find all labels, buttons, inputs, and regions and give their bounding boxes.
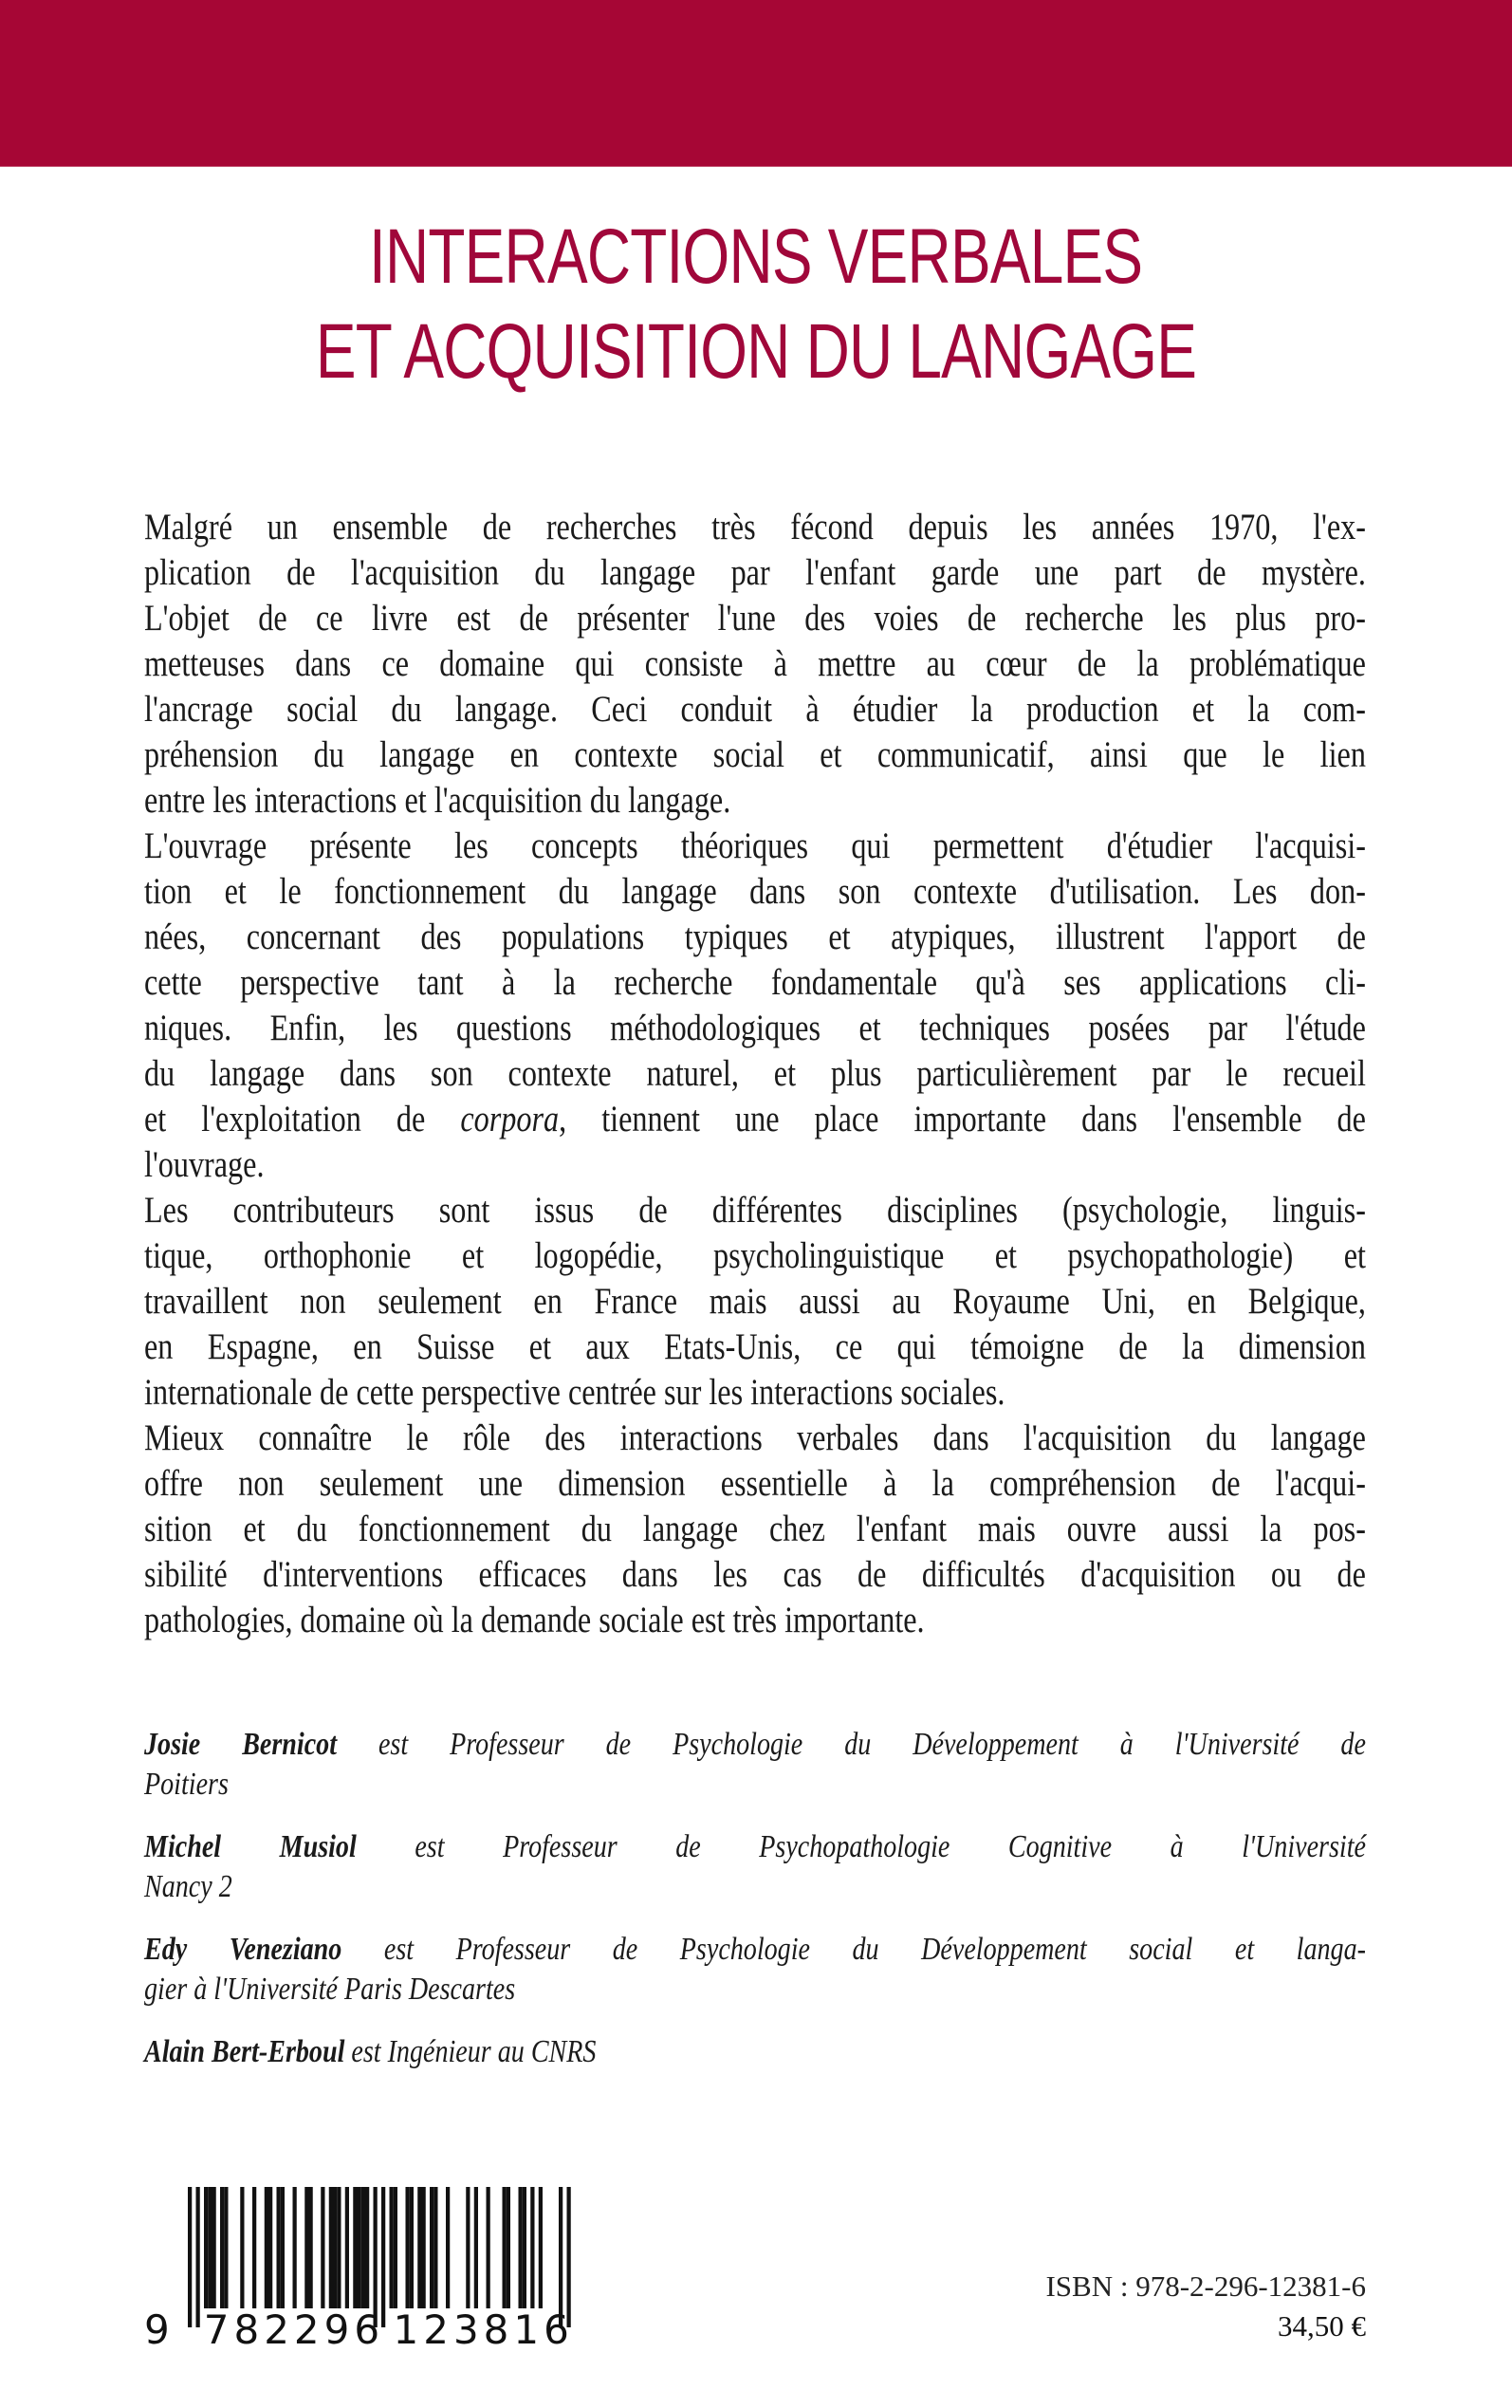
blurb-line (144, 1097, 1366, 1142)
author-bios (144, 1725, 1366, 2095)
author-bio-line (144, 2032, 1366, 2072)
text-segment: du langage dans son contexte naturel, et plus particulièrement par le recueil (144, 1053, 1366, 1094)
blurb-line-text (144, 687, 1366, 732)
price-label: 34,50 € (1278, 2309, 1366, 2343)
author-description: est Ingénieur au CNRS (351, 2034, 597, 2069)
blurb-line-text (144, 1051, 1366, 1097)
author-description: est Professeur de Psychologie du Développement social et langa- (383, 1932, 1366, 1967)
blurb-line-text (144, 1006, 1366, 1051)
blurb-line (144, 1324, 1366, 1370)
text-segment: Malgré un ensemble de recherches très fécond depuis les années 1970, l'ex- (144, 507, 1366, 547)
blurb-line (144, 505, 1366, 550)
svg-text:782296: 782296 (203, 2306, 385, 2353)
blurb-line (144, 1370, 1366, 1416)
blurb-line (144, 1552, 1366, 1598)
author-bio-line-text (144, 1867, 1366, 1907)
svg-text:9: 9 (144, 2306, 175, 2353)
blurb-line (144, 1233, 1366, 1279)
text-segment: sition et du fonctionnement du langage chez l'enfant mais ouvre aussi la pos- (144, 1509, 1366, 1549)
author-bio (144, 2032, 1366, 2072)
text-segment: et l'exploitation de (144, 1099, 461, 1139)
top-color-band (0, 0, 1512, 167)
blurb-line (144, 1188, 1366, 1233)
blurb-line-text (144, 915, 1366, 960)
blurb-line (144, 1461, 1366, 1507)
text-segment: l'ancrage social du langage. Ceci conduit à étudier la production et la com- (144, 689, 1366, 730)
book-title-line-1-text: INTERACTIONS VERBALES (369, 213, 1143, 300)
book-title-line-2 (0, 308, 1512, 395)
author-bio (144, 1827, 1366, 1907)
author-description: est Professeur de Psychologie du Développement à l'Université de (378, 1727, 1366, 1762)
blurb-line-text (144, 641, 1366, 687)
blurb-line (144, 732, 1366, 778)
text-segment: pathologies, domaine où la demande sociale est très importante. (144, 1600, 925, 1640)
isbn-barcode (142, 2182, 579, 2353)
barcode-bars (142, 2182, 579, 2353)
author-name: Alain Bert-Erboul (144, 2034, 345, 2069)
author-description: est Professeur de Psychopathologie Cognitive à l'Université (415, 1829, 1366, 1864)
text-segment: niques. Enfin, les questions méthodologiques et techniques posées par l'étude (144, 1008, 1366, 1048)
author-name: Michel Musiol (144, 1829, 357, 1864)
text-segment: L'ouvrage présente les concepts théoriques qui permettent d'étudier l'acquisi- (144, 825, 1366, 866)
book-title-line-2-text: ET ACQUISITION DU LANGAGE (315, 308, 1197, 395)
text-segment: metteuses dans ce domaine qui consiste à mettre au cœur de la problématique (144, 643, 1366, 684)
author-bio-line-text (144, 1930, 1366, 1970)
blurb-line-text (144, 1233, 1366, 1279)
blurb-line-text (144, 1507, 1366, 1552)
text-segment: sibilité d'interventions efficaces dans les cas de difficultés d'acquisition ou de (144, 1554, 1366, 1595)
blurb-line-text (144, 505, 1366, 550)
blurb-line-text (144, 778, 1366, 824)
text-segment: entre les interactions et l'acquisition du langage. (144, 780, 731, 821)
blurb-line (144, 641, 1366, 687)
author-name: Josie Bernicot (144, 1727, 338, 1762)
blurb-line-text (144, 1324, 1366, 1370)
author-bio-line-text (144, 1970, 1366, 2010)
text-segment: travaillent non seulement en France mais aussi au Royaume Uni, en Belgique, (144, 1281, 1366, 1322)
blurb-line (144, 1279, 1366, 1324)
blurb-line-text (144, 1461, 1366, 1507)
text-segment: l'ouvrage. (144, 1144, 265, 1185)
blurb-line-text (144, 596, 1366, 641)
author-bio (144, 1725, 1366, 1805)
text-segment: plication de l'acquisition du langage par l'enfant garde une part de mystère. (144, 552, 1366, 593)
blurb-line-text (144, 960, 1366, 1006)
text-segment: Les contributeurs sont issus de différentes disciplines (psychologie, linguis- (144, 1190, 1366, 1231)
blurb-line (144, 596, 1366, 641)
blurb-line (144, 778, 1366, 824)
blurb-line (144, 869, 1366, 915)
author-description: Nancy 2 (144, 1869, 232, 1904)
text-segment: en Espagne, en Suisse et aux Etats-Unis, ce qui témoigne de la dimension (144, 1326, 1366, 1367)
italic-term: corpora (460, 1099, 560, 1139)
author-bio-line (144, 1970, 1366, 2010)
blurb-line (144, 550, 1366, 596)
author-bio-line-text (144, 2032, 1366, 2072)
text-segment: tique, orthophonie et logopédie, psycholinguistique et psychopathologie) et (144, 1235, 1366, 1276)
blurb-line (144, 1598, 1366, 1643)
isbn-label: ISBN : 978-2-296-12381-6 (1045, 2269, 1366, 2303)
blurb-line-text (144, 1279, 1366, 1324)
blurb-line-text (144, 824, 1366, 869)
blurb-text (144, 505, 1366, 1643)
blurb-line-text (144, 1188, 1366, 1233)
author-bio-line-text (144, 1827, 1366, 1867)
blurb-line-text (144, 1370, 1366, 1416)
text-segment: Mieux connaître le rôle des interactions verbales dans l'acquisition du langage (144, 1417, 1366, 1458)
blurb-line-text (144, 1142, 1366, 1188)
blurb-line-text (144, 550, 1366, 596)
author-bio-line (144, 1930, 1366, 1970)
blurb-line (144, 687, 1366, 732)
text-segment: nées, concernant des populations typiques et atypiques, illustrent l'apport de (144, 917, 1366, 957)
author-bio-line (144, 1827, 1366, 1867)
text-segment: cette perspective tant à la recherche fondamentale qu'à ses applications cli- (144, 962, 1366, 1003)
blurb-line-text (144, 1097, 1366, 1142)
blurb-line-text (144, 869, 1366, 915)
blurb-line-text (144, 732, 1366, 778)
author-bio-line-text (144, 1725, 1366, 1765)
blurb-line (144, 960, 1366, 1006)
blurb-line (144, 1006, 1366, 1051)
blurb-line (144, 1416, 1366, 1461)
text-segment: offre non seulement une dimension essentielle à la compréhension de l'acqui- (144, 1463, 1366, 1504)
blurb-line (144, 1507, 1366, 1552)
blurb-line-text (144, 1416, 1366, 1461)
blurb-line (144, 1051, 1366, 1097)
blurb-line (144, 1142, 1366, 1188)
text-segment: préhension du langage en contexte social et communicatif, ainsi que le lien (144, 734, 1366, 775)
text-segment: , tiennent une place importante dans l'ensemble de (559, 1099, 1366, 1139)
author-bio-line-text (144, 1765, 1366, 1805)
author-name: Edy Veneziano (144, 1932, 342, 1967)
author-bio-line (144, 1725, 1366, 1765)
blurb-line-text (144, 1598, 1366, 1643)
blurb-line (144, 915, 1366, 960)
author-bio (144, 1930, 1366, 2010)
text-segment: tion et le fonctionnement du langage dans son contexte d'utilisation. Les don- (144, 871, 1366, 912)
author-bio-line (144, 1867, 1366, 1907)
author-description: gier à l'Université Paris Descartes (144, 1972, 516, 2007)
svg-text:123816: 123816 (393, 2306, 574, 2353)
author-bio-line (144, 1765, 1366, 1805)
author-description: Poitiers (144, 1767, 229, 1802)
text-segment: internationale de cette perspective centrée sur les interactions sociales. (144, 1372, 1005, 1413)
blurb-line (144, 824, 1366, 869)
text-segment: L'objet de ce livre est de présenter l'une des voies de recherche les plus pro- (144, 598, 1366, 639)
blurb-line-text (144, 1552, 1366, 1598)
book-title-line-1 (0, 213, 1512, 300)
